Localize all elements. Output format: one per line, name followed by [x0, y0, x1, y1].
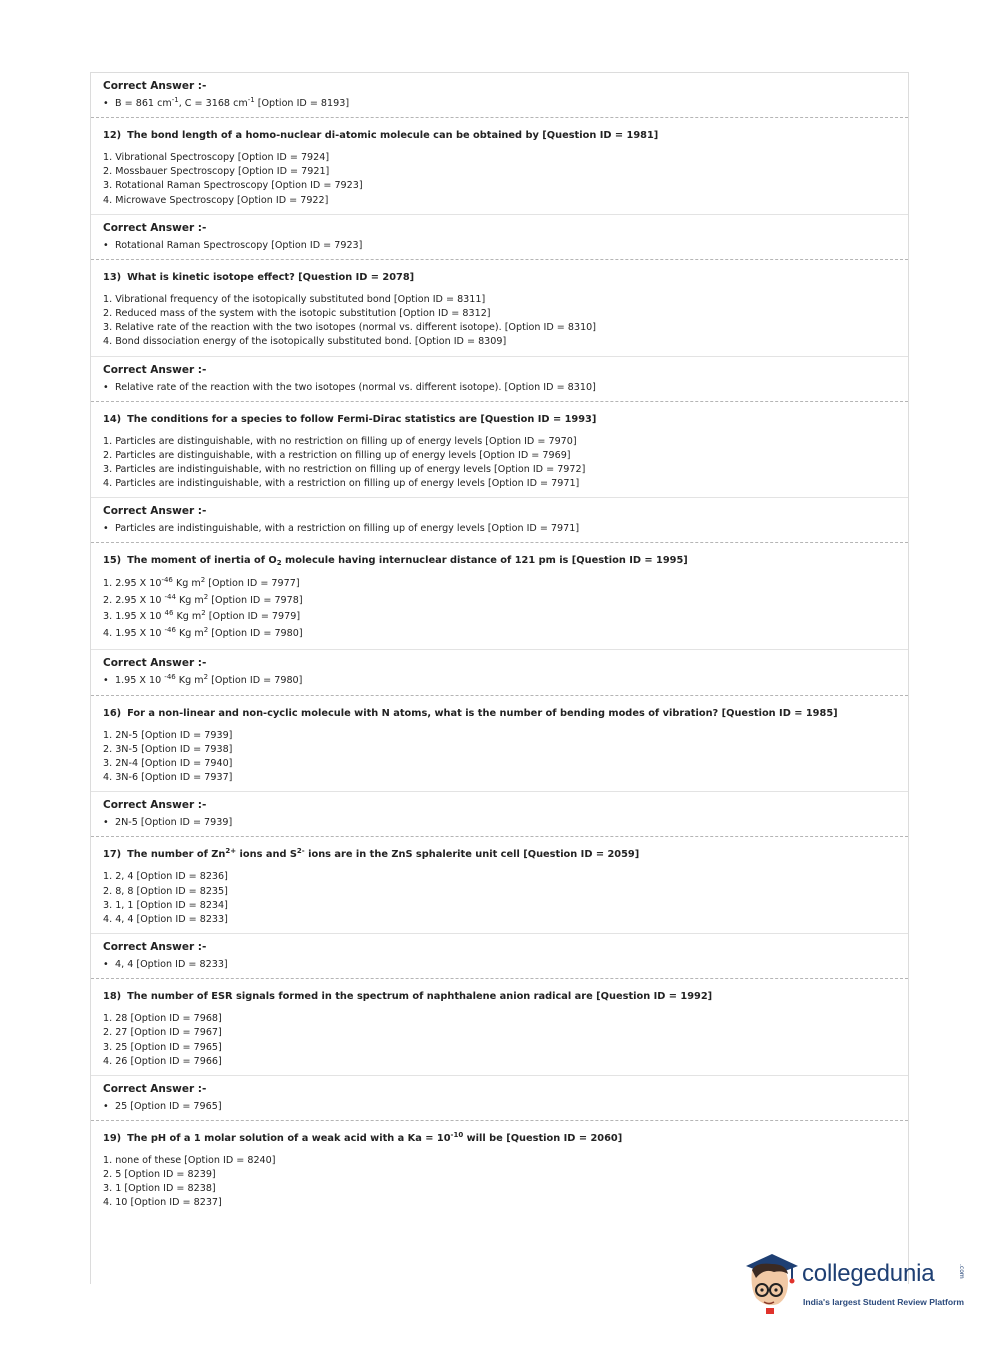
question-15 — [91, 543, 908, 649]
question-number: 19) — [103, 1132, 122, 1144]
mascot-icon — [742, 1248, 800, 1314]
correct-answer-q14 — [103, 520, 896, 537]
option-item: 1. none of these [Option ID = 8240] — [103, 1154, 276, 1166]
brand-tagline: India's largest Student Review Platform — [803, 1297, 965, 1307]
answer-option-id: [Option ID = 8193] — [254, 98, 350, 109]
question-15-title — [103, 553, 896, 569]
question-text: What is kinetic isotope effect? [Question ID = 2078] — [127, 271, 415, 283]
answer-option-id: [Option ID = 7980] — [208, 674, 303, 686]
correct-answer-q15 — [103, 672, 896, 690]
answer-section-q17 — [91, 934, 908, 979]
question-text: The number of ESR signals formed in the spectrum of naphthalene anion radical are [Question ID = 1992] — [127, 991, 713, 1003]
question-19 — [91, 1121, 908, 1217]
correct-answer-label: Correct Answer :- — [103, 941, 207, 954]
question-text: The moment of inertia of O — [127, 555, 277, 567]
bullet-icon: • — [103, 98, 109, 109]
option-item — [103, 593, 896, 610]
option-item: 1. 2N-5 [Option ID = 7939] — [103, 729, 233, 741]
correct-answer-label: Correct Answer :- — [103, 505, 207, 518]
option-item: 3. 2N-4 [Option ID = 7940] — [103, 758, 233, 769]
answer-text: Rotational Raman Spectroscopy [Option ID = 7923] — [115, 239, 363, 251]
correct-answer-q16 — [103, 814, 896, 831]
answer-section-q13 — [91, 357, 908, 402]
unit-exponent: 2 — [200, 576, 206, 585]
question-text: For a non-linear and non-cyclic molecule with N atoms, what is the number of bending modes of vibration? [Question ID = 1985] — [127, 707, 838, 719]
option-item: 2. Mossbauer Spectroscopy [Option ID = 7921] — [103, 166, 330, 178]
option-item: 4. 4, 4 [Option ID = 8233] — [103, 913, 228, 925]
option-exponent: 46 — [164, 609, 174, 618]
correct-answer-q12 — [103, 237, 896, 254]
option-exponent: -44 — [164, 592, 176, 601]
option-item: 3. Particles are indistinguishable, with no restriction on filling up of energy levels [Option ID = 7972] — [103, 463, 586, 475]
bullet-icon: • — [103, 239, 109, 251]
option-exponent: -46 — [164, 626, 176, 635]
option-item: 1. 28 [Option ID = 7968] — [103, 1013, 222, 1025]
correct-answer-label: Correct Answer :- — [103, 799, 207, 812]
option-exponent: -46 — [161, 576, 173, 585]
option-item: 4. 10 [Option ID = 8237] — [103, 1197, 222, 1209]
bullet-icon: • — [103, 1100, 109, 1112]
option-item: 4. 26 [Option ID = 7966] — [103, 1055, 222, 1067]
answer-text: 4, 4 [Option ID = 8233] — [115, 959, 228, 971]
option-value: 3. 1.95 X 10 — [103, 611, 165, 623]
unit-exponent: 2 — [203, 672, 209, 681]
answer-text: 25 [Option ID = 7965] — [115, 1100, 222, 1112]
question-12-title — [103, 128, 896, 144]
question-text-end: ions are in the ZnS sphalerite unit cell [Question ID = 2059] — [304, 849, 640, 861]
option-item: 4. Microwave Spectroscopy [Option ID = 7922] — [103, 194, 329, 206]
question-16 — [91, 696, 908, 793]
option-unit: Kg m — [172, 578, 201, 590]
option-item — [103, 609, 896, 626]
option-value: 1. 2.95 X 10 — [103, 578, 162, 590]
correct-answer-q13 — [103, 379, 896, 396]
question-text: The number of Zn — [127, 849, 226, 861]
answer-section-q11 — [91, 73, 908, 118]
correct-answer-label: Correct Answer :- — [103, 656, 207, 669]
option-item: 2. 3N-5 [Option ID = 7938] — [103, 743, 233, 755]
option-item — [103, 576, 896, 593]
answer-section-q18 — [91, 1076, 908, 1121]
answer-b-value: B = 861 cm — [115, 98, 172, 109]
correct-answer-q18 — [103, 1098, 896, 1115]
answer-c-exponent: -1 — [247, 96, 255, 104]
question-paper-page — [90, 72, 909, 1284]
brand-domain: .com — [958, 1264, 965, 1279]
question-text-cont: ions and S — [236, 849, 297, 861]
option-item: 3. 1, 1 [Option ID = 8234] — [103, 899, 228, 911]
option-item: 1. Particles are distinguishable, with no restriction on filling up of energy levels [Option ID = 7970] — [103, 435, 577, 447]
option-id: [Option ID = 7978] — [208, 594, 303, 606]
answer-text: Relative rate of the reaction with the two isotopes (normal vs. different isotope). [Option ID = 8310] — [115, 381, 596, 393]
correct-answer-q17 — [103, 956, 896, 973]
answer-section-q14 — [91, 498, 908, 543]
answer-section-q12 — [91, 215, 908, 260]
option-unit: Kg m — [175, 628, 204, 640]
option-item: 3. 1 [Option ID = 8238] — [103, 1183, 216, 1195]
option-item — [103, 626, 896, 643]
option-item: 2. Reduced mass of the system with the isotopic substitution [Option ID = 8312] — [103, 307, 491, 319]
option-item: 2. 27 [Option ID = 7967] — [103, 1027, 222, 1039]
question-17 — [91, 837, 908, 934]
question-text: The conditions for a species to follow Fermi-Dirac statistics are [Question ID = 1993] — [127, 413, 597, 425]
question-13 — [91, 260, 908, 357]
unit-exponent: 2 — [203, 592, 209, 601]
correct-answer-label: Correct Answer :- — [103, 221, 207, 234]
question-number: 14) — [103, 413, 122, 425]
option-unit: Kg m — [173, 611, 202, 623]
question-number: 12) — [103, 130, 122, 141]
superscript-charge: 2+ — [225, 847, 237, 856]
superscript-charge: 2- — [296, 847, 305, 856]
question-number: 18) — [103, 991, 122, 1003]
option-item: 2. 8, 8 [Option ID = 8235] — [103, 885, 228, 897]
answer-unit: Kg m — [175, 674, 204, 686]
answer-exponent: -46 — [164, 672, 176, 681]
question-18-title — [103, 989, 896, 1005]
option-item: 2. Particles are distinguishable, with a restriction on filling up of energy levels [Option ID = 7969] — [103, 449, 571, 461]
question-14 — [91, 402, 908, 499]
question-number: 15) — [103, 555, 122, 567]
question-14-title — [103, 412, 896, 428]
bullet-icon: • — [103, 674, 109, 686]
answer-text: Particles are indistinguishable, with a restriction on filling up of energy levels [Option ID = 7971] — [115, 523, 580, 535]
question-text: The bond length of a homo-nuclear di-atomic molecule can be obtained by [Question ID = 1981] — [127, 130, 659, 141]
option-value: 2. 2.95 X 10 — [103, 594, 165, 606]
option-item: 1. Vibrational frequency of the isotopically substituted bond [Option ID = 8311] — [103, 293, 486, 305]
option-item: 4. 3N-6 [Option ID = 7937] — [103, 772, 233, 784]
option-item: 3. 25 [Option ID = 7965] — [103, 1041, 222, 1053]
brand-name: collegedunia — [802, 1260, 935, 1287]
option-item: 3. Rotational Raman Spectroscopy [Option ID = 7923] — [103, 180, 363, 192]
answer-text: 2N-5 [Option ID = 7939] — [115, 817, 233, 829]
subscript: 2 — [276, 559, 282, 568]
option-item: 1. 2, 4 [Option ID = 8236] — [103, 871, 228, 883]
bullet-icon: • — [103, 523, 109, 535]
question-17-title — [103, 847, 896, 863]
bullet-icon: • — [103, 959, 109, 971]
option-item: 1. Vibrational Spectroscopy [Option ID = 7924] — [103, 152, 330, 163]
bullet-icon: • — [103, 817, 109, 829]
answer-value: 1.95 X 10 — [115, 674, 165, 686]
question-text-cont: will be [Question ID = 2060] — [463, 1132, 623, 1144]
unit-exponent: 2 — [201, 609, 206, 618]
option-id: [Option ID = 7977] — [205, 578, 300, 590]
answer-c-value: , C = 3168 cm — [178, 98, 248, 109]
answer-b-exponent: -1 — [171, 96, 179, 104]
collegedunia-logo — [740, 1246, 980, 1318]
question-text-cont: molecule having internuclear distance of 121 pm is [Question ID = 1995] — [281, 555, 688, 567]
answer-section-q16 — [91, 792, 908, 837]
question-16-title — [103, 706, 896, 722]
bullet-icon: • — [103, 381, 109, 393]
question-18 — [91, 979, 908, 1076]
option-id: [Option ID = 7980] — [208, 628, 303, 640]
question-13-title — [103, 270, 896, 286]
question-number: 17) — [103, 849, 122, 861]
option-item: 3. Relative rate of the reaction with the two isotopes (normal vs. different isotope). [Option ID = 8310] — [103, 322, 597, 334]
option-item: 4. Particles are indistinguishable, with a restriction on filling up of energy levels [Option ID = 7971] — [103, 478, 580, 490]
option-value: 4. 1.95 X 10 — [103, 628, 165, 640]
question-19-title — [103, 1131, 896, 1147]
question-number: 13) — [103, 271, 122, 283]
question-text: The pH of a 1 molar solution of a weak acid with a Ka = 10 — [127, 1132, 451, 1144]
correct-answer-label: Correct Answer :- — [103, 80, 207, 92]
unit-exponent: 2 — [203, 626, 209, 635]
correct-answer-q11 — [103, 95, 896, 112]
option-item: 4. Bond dissociation energy of the isotopically substituted bond. [Option ID = 8309] — [103, 336, 507, 348]
correct-answer-label: Correct Answer :- — [103, 1082, 207, 1095]
answer-section-q15 — [91, 650, 908, 696]
question-number: 16) — [103, 707, 122, 719]
question-12 — [91, 118, 908, 215]
option-id: [Option ID = 7979] — [205, 611, 301, 623]
option-unit: Kg m — [175, 594, 204, 606]
correct-answer-label: Correct Answer :- — [103, 363, 207, 376]
option-item: 2. 5 [Option ID = 8239] — [103, 1169, 216, 1181]
superscript-exponent: -10 — [450, 1130, 464, 1139]
